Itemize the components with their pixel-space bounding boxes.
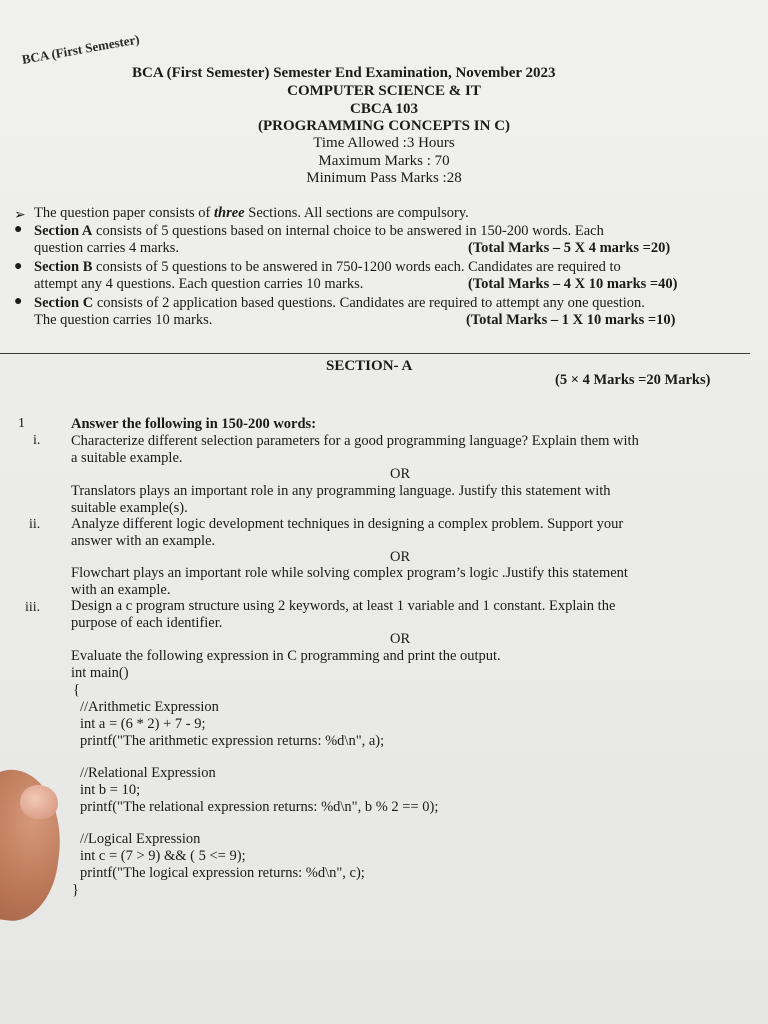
subquestion-label: i. bbox=[33, 433, 41, 448]
code-line: printf("The logical expression returns: %d\n", c); bbox=[80, 865, 365, 881]
instruction-line: The question paper consists of three Sections. All sections are compulsory. bbox=[34, 205, 469, 221]
section-a-marks: (5 × 4 Marks =20 Marks) bbox=[555, 372, 711, 388]
code-line: printf("The arithmetic expression returns: %d\n", a); bbox=[80, 733, 385, 749]
course-code: CBCA 103 bbox=[350, 101, 418, 117]
code-line: int b = 10; bbox=[80, 782, 141, 798]
or-separator: OR bbox=[390, 466, 411, 482]
question-number: 1 bbox=[18, 416, 25, 431]
question-text: Analyze different logic development techniques in designing a complex problem. Support your bbox=[71, 516, 624, 532]
section-a-title: SECTION- A bbox=[326, 358, 413, 374]
question-text: Evaluate the following expression in C programming and print the output. bbox=[71, 648, 501, 664]
time-allowed: Time Allowed :3 Hours bbox=[313, 135, 455, 151]
exam-title: BCA (First Semester) Semester End Examination, November 2023 bbox=[132, 65, 556, 81]
fingernail bbox=[20, 785, 58, 819]
code-comment: //Arithmetic Expression bbox=[80, 699, 219, 715]
question-text: purpose of each identifier. bbox=[71, 615, 223, 631]
divider bbox=[0, 353, 750, 354]
code-line: int a = (6 * 2) + 7 - 9; bbox=[80, 716, 206, 732]
subquestion-label: iii. bbox=[25, 600, 41, 615]
code-comment: //Logical Expression bbox=[80, 831, 201, 847]
question-text: with an example. bbox=[71, 582, 171, 598]
or-separator: OR bbox=[390, 631, 411, 647]
bullet-icon: ● bbox=[14, 294, 23, 309]
section-a-total: (Total Marks – 5 X 4 marks =20) bbox=[468, 240, 671, 256]
code-line: printf("The relational expression returns: %d\n", b % 2 == 0); bbox=[80, 799, 439, 815]
question-text: Translators plays an important role in any programming language. Justify this statement with bbox=[71, 483, 611, 499]
code-line: { bbox=[73, 682, 80, 698]
maximum-marks: Maximum Marks : 70 bbox=[318, 153, 450, 169]
course-title: (PROGRAMMING CONCEPTS IN C) bbox=[257, 118, 511, 134]
question-text: a suitable example. bbox=[71, 450, 183, 466]
section-a-info-2: question carries 4 marks. bbox=[34, 240, 179, 256]
or-separator: OR bbox=[390, 549, 411, 565]
question-text: Characterize different selection parameters for a good programming language? Explain them with bbox=[71, 433, 639, 449]
department: COMPUTER SCIENCE & IT bbox=[287, 83, 481, 99]
section-b-info: Section B consists of 5 questions to be answered in 750-1200 words each. Candidates are required to bbox=[34, 259, 621, 275]
code-line: int c = (7 > 9) && ( 5 <= 9); bbox=[80, 848, 246, 864]
code-line: } bbox=[72, 882, 79, 898]
question-text: suitable example(s). bbox=[71, 500, 188, 516]
section-b-info-2: attempt any 4 questions. Each question carries 10 marks. bbox=[34, 276, 364, 292]
bullet-icon: ● bbox=[14, 222, 23, 237]
bullet-icon: ● bbox=[14, 259, 23, 274]
code-comment: //Relational Expression bbox=[80, 765, 216, 781]
arrow-bullet-icon: ➢ bbox=[14, 208, 26, 223]
question-text: Flowchart plays an important role while solving complex program’s logic .Justify this statement bbox=[71, 565, 628, 581]
handwritten-note: BCA (First Semester) bbox=[20, 31, 141, 67]
code-line: int main() bbox=[71, 665, 129, 681]
section-c-total: (Total Marks – 1 X 10 marks =10) bbox=[466, 312, 676, 328]
section-a-info: Section A consists of 5 questions based on internal choice to be answered in 150-200 words. Each bbox=[34, 223, 604, 239]
section-c-info: Section C consists of 2 application based questions. Candidates are required to attempt any one question. bbox=[34, 295, 645, 311]
question-text: Design a c program structure using 2 keywords, at least 1 variable and 1 constant. Explain the bbox=[71, 598, 616, 614]
question-text: answer with an example. bbox=[71, 533, 216, 549]
subquestion-label: ii. bbox=[29, 517, 41, 532]
minimum-pass-marks: Minimum Pass Marks :28 bbox=[306, 170, 462, 186]
section-c-info-2: The question carries 10 marks. bbox=[34, 312, 213, 328]
section-b-total: (Total Marks – 4 X 10 marks =40) bbox=[468, 276, 678, 292]
question-heading: Answer the following in 150-200 words: bbox=[71, 416, 317, 432]
